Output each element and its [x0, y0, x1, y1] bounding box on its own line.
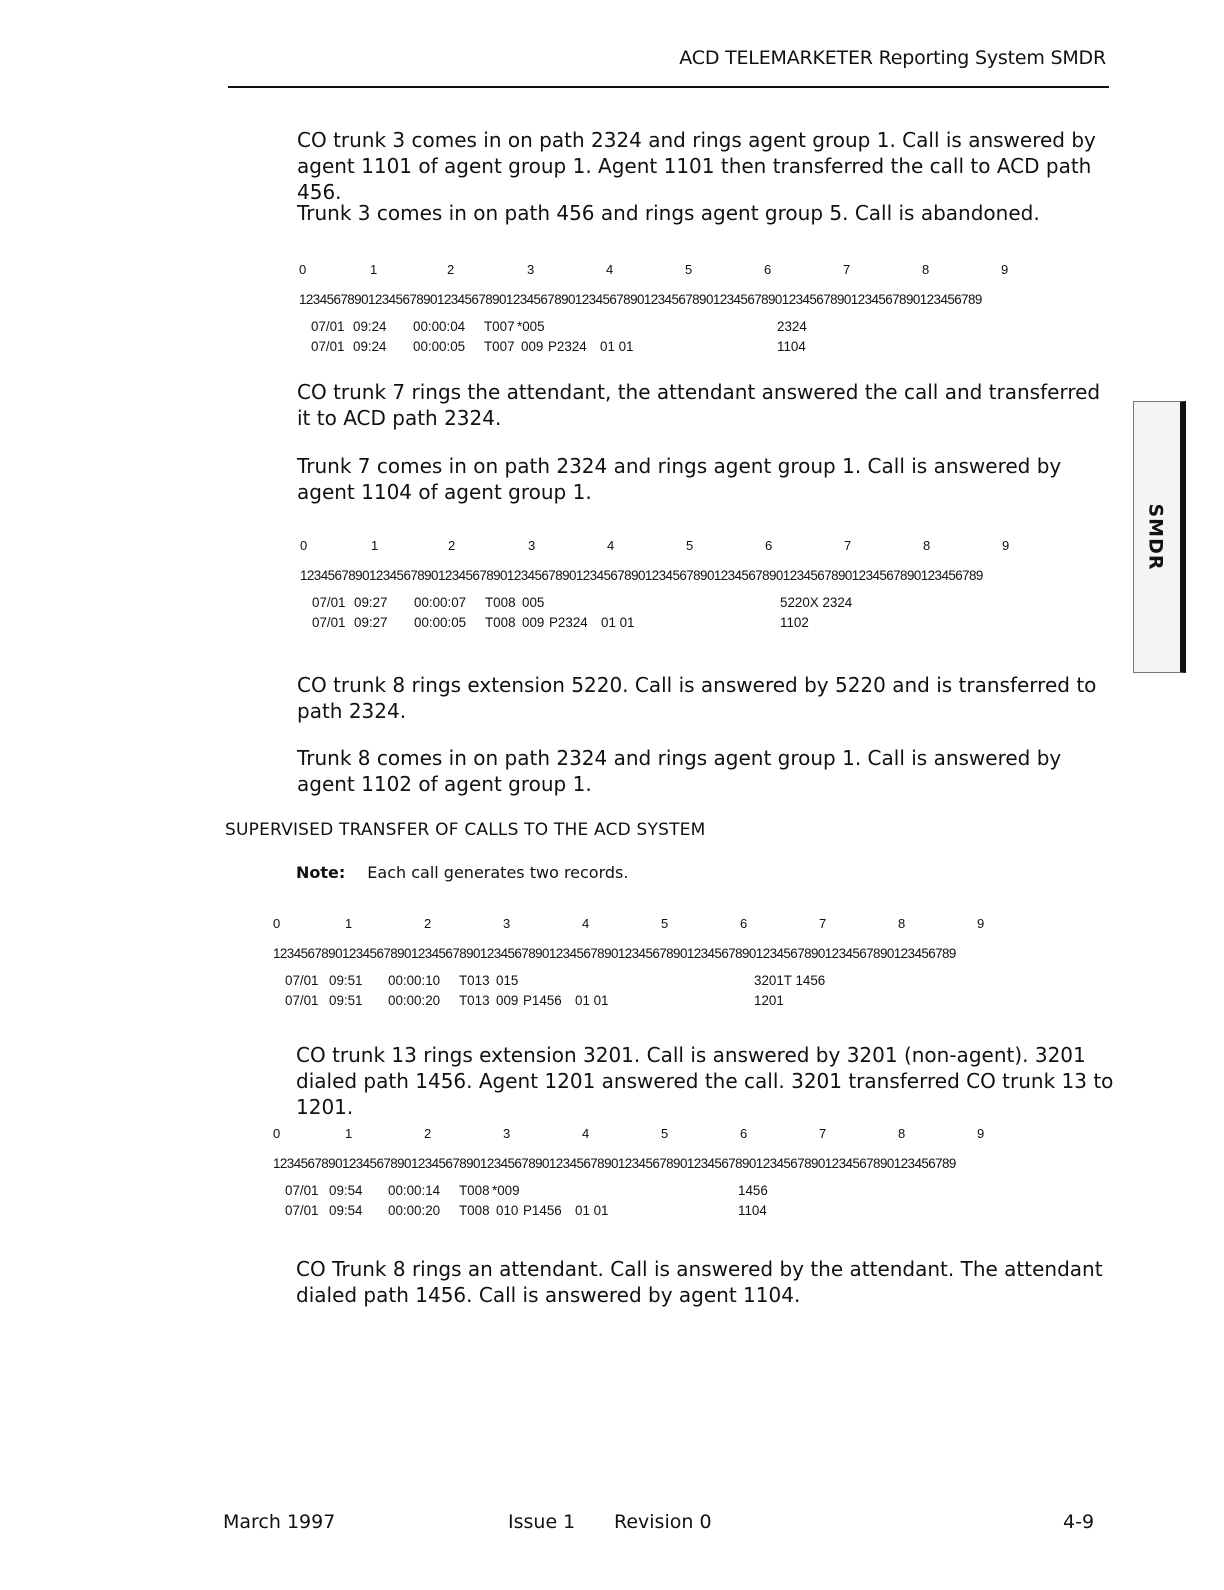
scale-digit: 7 [819, 916, 827, 931]
scale-digit: 3 [503, 1126, 511, 1141]
scale-digit: 4 [606, 262, 614, 277]
record-listing [299, 262, 1099, 359]
scale-digit: 5 [685, 262, 693, 277]
section-tab-label: SMDR [1144, 503, 1166, 571]
record-row [285, 973, 1073, 993]
column-tens-scale [273, 1126, 1073, 1144]
record-row [312, 615, 1100, 635]
scale-digit: 3 [528, 538, 536, 553]
record-time: 09:54 [329, 1183, 363, 1198]
record-row [311, 339, 1099, 359]
record-extension: 5220X 2324 [780, 595, 853, 610]
record-date: 07/01 [285, 1183, 319, 1198]
paragraph: CO Trunk 8 rings an attendant. Call is answered by the attendant. The attendant dialed path 1456. Call is answered by agent 1104. [296, 1257, 1103, 1307]
record-group: 01 01 [600, 339, 634, 354]
record-duration: 00:00:20 [388, 993, 441, 1008]
record-extension: 1201 [754, 993, 784, 1008]
record-trunk: T007 [484, 319, 515, 334]
scale-digit: 3 [527, 262, 535, 277]
record-time: 09:24 [353, 319, 387, 334]
paragraph: CO trunk 7 rings the attendant, the attendant answered the call and transferred it to ACD path 2324. [297, 380, 1101, 430]
scale-digit: 2 [447, 262, 455, 277]
record-duration: 00:00:04 [413, 319, 466, 334]
section-heading: SUPERVISED TRANSFER OF CALLS TO THE ACD SYSTEM [225, 820, 706, 840]
section-tab [1133, 401, 1186, 673]
scale-digit: 8 [922, 262, 930, 277]
record-time: 09:24 [353, 339, 387, 354]
record-time: 09:27 [354, 595, 388, 610]
scale-digit: 8 [898, 916, 906, 931]
record-listing [273, 1126, 1073, 1223]
note-text: Each call generates two records. [367, 863, 629, 882]
record-duration: 00:00:14 [388, 1183, 441, 1198]
scale-digit: 0 [273, 916, 281, 931]
scale-digit: 9 [1002, 538, 1010, 553]
record-row [311, 319, 1099, 339]
record-date: 07/01 [285, 1203, 319, 1218]
scale-digit: 6 [765, 538, 773, 553]
scale-digit: 1 [345, 916, 353, 931]
record-trunk: T008 [459, 1183, 490, 1198]
footer-issue: Issue 1 [508, 1511, 576, 1533]
scale-digit: 3 [503, 916, 511, 931]
scale-digit: 4 [607, 538, 615, 553]
scale-digit: 0 [300, 538, 308, 553]
record-trunk: T013 [459, 993, 490, 1008]
record-trunk: T007 [484, 339, 515, 354]
scale-digit: 6 [740, 916, 748, 931]
record-date: 07/01 [285, 993, 319, 1008]
paragraph: Trunk 8 comes in on path 2324 and rings agent group 1. Call is answered by agent 1102 of agent group 1. [297, 746, 1062, 796]
record-row [312, 595, 1100, 615]
scale-digit: 7 [843, 262, 851, 277]
column-ruler: 123456789012345678901234567890123456789012345678901234567890123456789012345678901234567890123456789 [300, 568, 983, 583]
column-ruler: 123456789012345678901234567890123456789012345678901234567890123456789012345678901234567890123456789 [273, 946, 956, 961]
scale-digit: 0 [273, 1126, 281, 1141]
record-date: 07/01 [311, 339, 345, 354]
scale-digit: 5 [661, 1126, 669, 1141]
record-extension: 2324 [777, 319, 807, 334]
record-trunk: T008 [485, 595, 516, 610]
record-extension: 1456 [738, 1183, 768, 1198]
column-ruler: 123456789012345678901234567890123456789012345678901234567890123456789012345678901234567890123456789 [273, 1156, 956, 1171]
scale-digit: 6 [740, 1126, 748, 1141]
scale-digit: 5 [686, 538, 694, 553]
page-number: 4-9 [1063, 1511, 1095, 1533]
record-time: 09:51 [329, 973, 363, 988]
note [296, 863, 628, 882]
record-listing [300, 538, 1100, 635]
record-time: 09:54 [329, 1203, 363, 1218]
record-code: 015 [496, 973, 519, 988]
record-date: 07/01 [312, 615, 346, 630]
scale-digit: 9 [977, 916, 985, 931]
header-rule [228, 86, 1109, 88]
paragraph: CO trunk 13 rings extension 3201. Call is answered by 3201 (non-agent). 3201 dialed path 1456. Agent 1201 answered the call. 3201 transferred CO trunk 13 to 1201. [296, 1043, 1114, 1119]
record-code: 009 [522, 615, 545, 630]
column-tens-scale [300, 538, 1100, 556]
record-extension: 1104 [738, 1203, 767, 1218]
record-extension: 1104 [777, 339, 806, 354]
record-group: 01 01 [575, 993, 609, 1008]
scale-digit: 9 [977, 1126, 985, 1141]
record-code: 009 [521, 339, 544, 354]
paragraph: Trunk 7 comes in on path 2324 and rings agent group 1. Call is answered by agent 1104 of agent group 1. [297, 454, 1062, 504]
record-path: P1456 [523, 1203, 562, 1218]
scale-digit: 0 [299, 262, 307, 277]
record-duration: 00:00:07 [414, 595, 467, 610]
record-duration: 00:00:05 [414, 615, 467, 630]
record-code: 010 [496, 1203, 519, 1218]
record-trunk: T008 [459, 1203, 490, 1218]
record-duration: 00:00:20 [388, 1203, 441, 1218]
scale-digit: 1 [370, 262, 378, 277]
running-header: ACD TELEMARKETER Reporting System SMDR [679, 47, 1106, 69]
record-duration: 00:00:10 [388, 973, 441, 988]
record-group: 01 01 [601, 615, 635, 630]
record-date: 07/01 [312, 595, 346, 610]
scale-digit: 7 [819, 1126, 827, 1141]
scale-digit: 1 [345, 1126, 353, 1141]
record-date: 07/01 [285, 973, 319, 988]
paragraph: Trunk 3 comes in on path 456 and rings agent group 5. Call is abandoned. [297, 201, 1040, 225]
record-extension: 3201T 1456 [754, 973, 826, 988]
record-trunk: T013 [459, 973, 490, 988]
record-path: P2324 [548, 339, 587, 354]
scale-digit: 8 [898, 1126, 906, 1141]
record-trunk: T008 [485, 615, 516, 630]
note-label: Note: [296, 863, 346, 882]
column-tens-scale [299, 262, 1099, 280]
scale-digit: 8 [923, 538, 931, 553]
scale-digit: 1 [371, 538, 379, 553]
record-listing [273, 916, 1073, 1013]
record-path: P1456 [523, 993, 562, 1008]
scale-digit: 2 [424, 1126, 432, 1141]
footer-date: March 1997 [223, 1511, 336, 1533]
record-path: P2324 [549, 615, 588, 630]
footer-revision: Revision 0 [614, 1511, 712, 1533]
record-code: *005 [517, 319, 545, 334]
scale-digit: 4 [582, 1126, 590, 1141]
scale-digit: 2 [448, 538, 456, 553]
scale-digit: 5 [661, 916, 669, 931]
record-duration: 00:00:05 [413, 339, 466, 354]
record-code: 009 [496, 993, 519, 1008]
paragraph: CO trunk 3 comes in on path 2324 and rings agent group 1. Call is answered by agent 1101 of agent group 1. Agent 1101 then transferred the call to ACD path 456. [297, 128, 1096, 204]
scale-digit: 2 [424, 916, 432, 931]
record-extension: 1102 [780, 615, 809, 630]
paragraph: CO trunk 8 rings extension 5220. Call is answered by 5220 and is transferred to path 2324. [297, 673, 1097, 723]
record-time: 09:27 [354, 615, 388, 630]
record-group: 01 01 [575, 1203, 609, 1218]
scale-digit: 7 [844, 538, 852, 553]
column-tens-scale [273, 916, 1073, 934]
scale-digit: 4 [582, 916, 590, 931]
record-row [285, 1183, 1073, 1203]
record-code: *009 [492, 1183, 520, 1198]
record-code: 005 [522, 595, 545, 610]
scale-digit: 6 [764, 262, 772, 277]
column-ruler: 123456789012345678901234567890123456789012345678901234567890123456789012345678901234567890123456789 [299, 292, 982, 307]
record-date: 07/01 [311, 319, 345, 334]
record-row [285, 993, 1073, 1013]
record-time: 09:51 [329, 993, 363, 1008]
record-row [285, 1203, 1073, 1223]
scale-digit: 9 [1001, 262, 1009, 277]
